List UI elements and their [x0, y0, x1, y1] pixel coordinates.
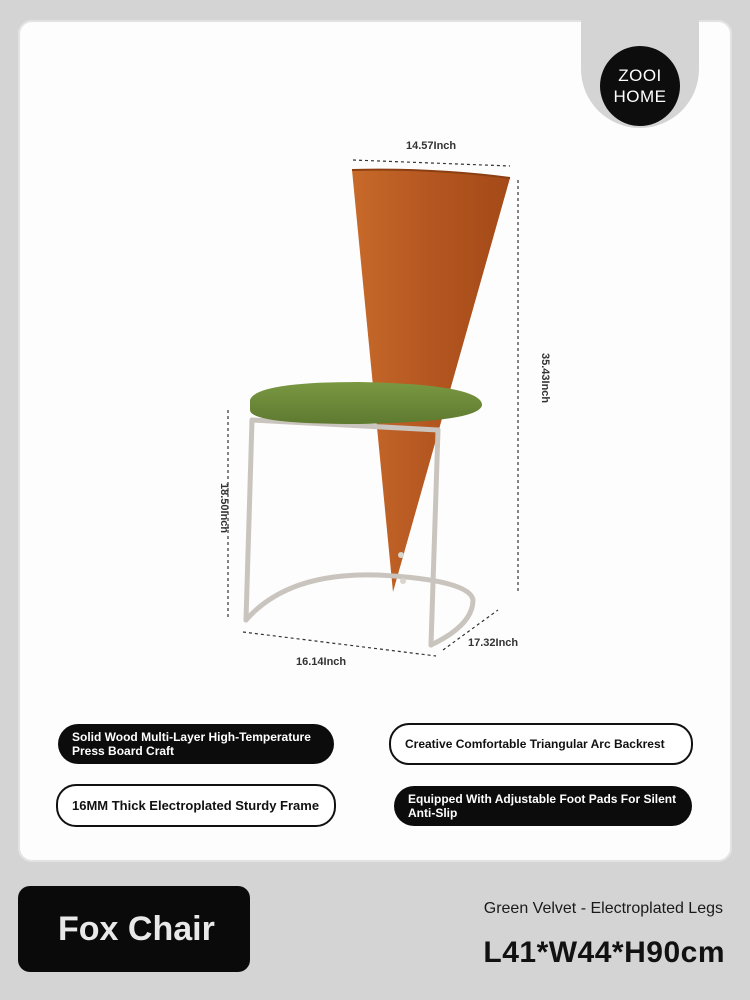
product-card [18, 20, 732, 862]
product-name-box [18, 886, 250, 972]
feature-pill-wood [58, 724, 334, 764]
feature-text: Creative Comfortable Triangular Arc Backrest [405, 737, 665, 751]
green-seat [250, 382, 482, 424]
wood-backrest [352, 170, 510, 592]
product-variant: Green Velvet - Electroplated Legs [483, 900, 723, 917]
top-width-label: 14.57Inch [406, 140, 457, 152]
product-name: Fox Chair [58, 909, 215, 948]
width-dim-line [243, 632, 436, 656]
depth-label: 17.32Inch [468, 637, 519, 649]
metal-frame [246, 420, 473, 645]
brand-line-1: ZOOI [618, 66, 662, 85]
feature-pill-frame [56, 784, 336, 827]
top-width-dim-line [353, 160, 510, 166]
feature-text: Solid Wood Multi-Layer High-Temperature Press Board Craft [72, 730, 311, 758]
product-size: L41*W44*H90cm [483, 936, 725, 969]
width-label: 16.14Inch [296, 656, 347, 668]
feature-text: Equipped With Adjustable Foot Pads For Silent Anti-Slip [408, 792, 677, 820]
height-label: 35.43Inch [539, 353, 551, 404]
seat-height-label: 18.50Inch [218, 483, 230, 534]
feature-pill-footpads [394, 786, 692, 826]
brand-line-2: HOME [613, 87, 667, 106]
feature-text: 16MM Thick Electroplated Sturdy Frame [72, 797, 320, 813]
feature-pill-backrest [389, 723, 693, 765]
